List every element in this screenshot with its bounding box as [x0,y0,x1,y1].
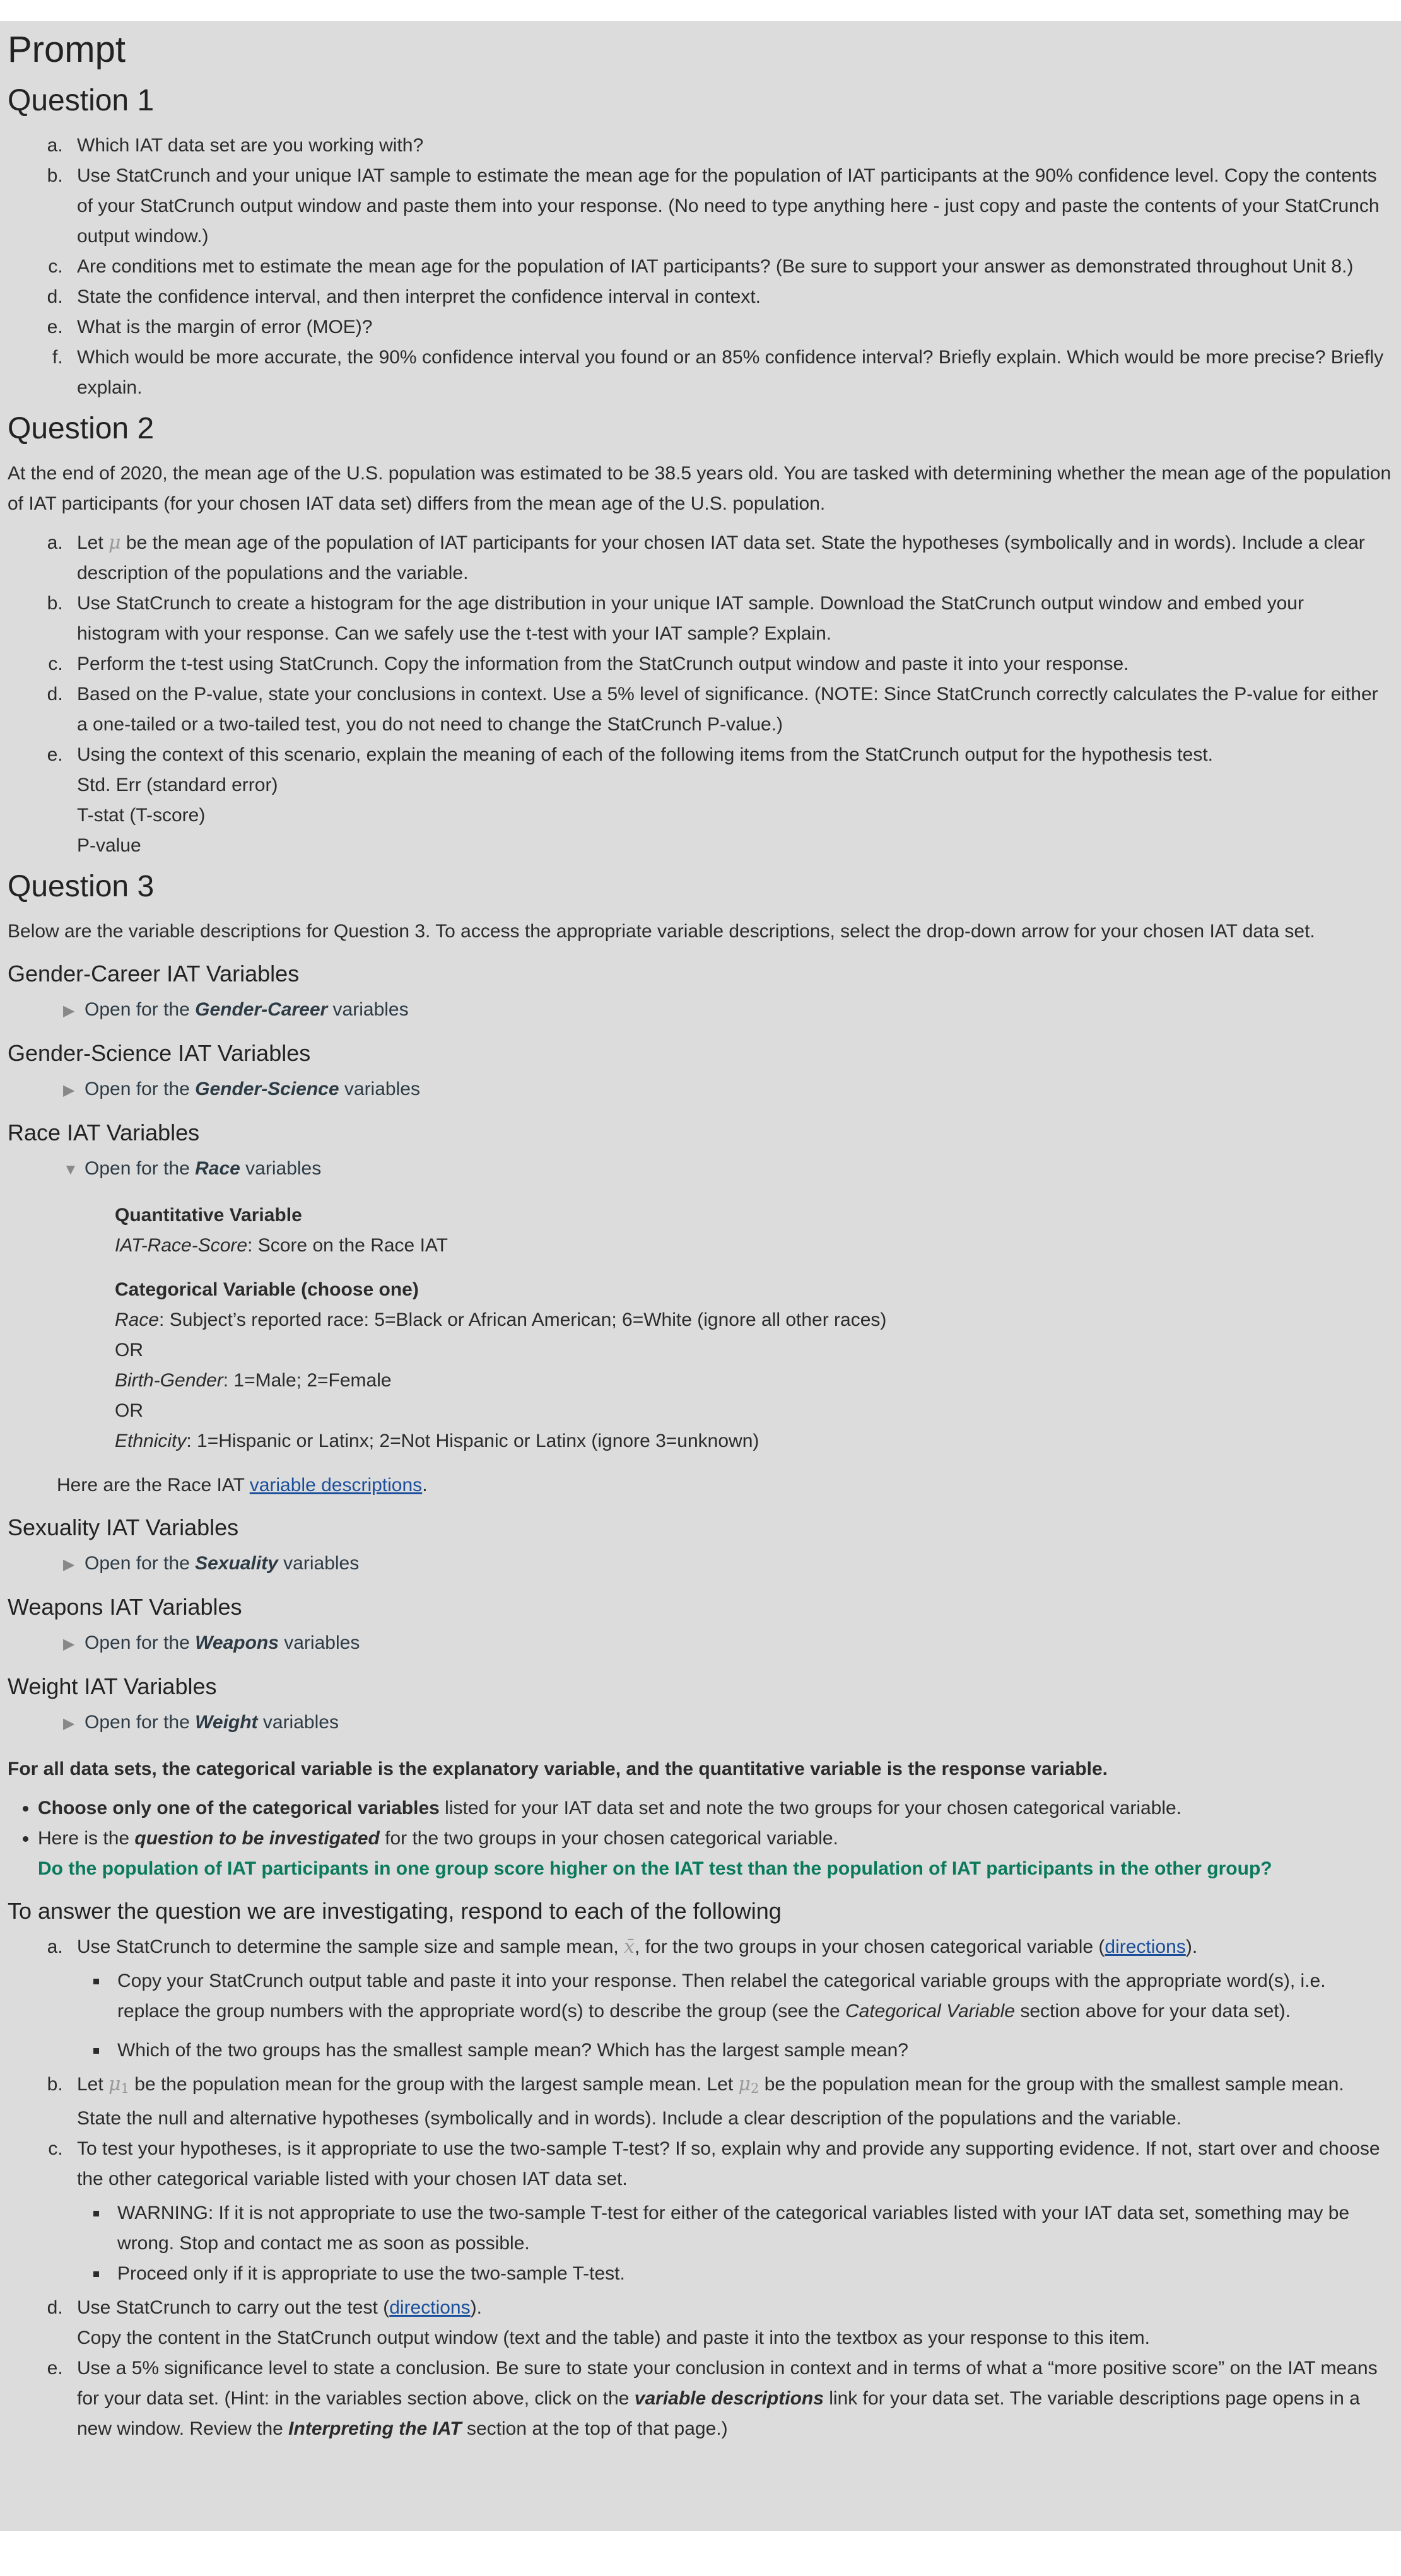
q1-item-a: a. Which IAT data set are you working with? [68,131,1392,161]
text: Here are the Race IAT [57,1475,250,1496]
var-name: Race [115,1309,160,1330]
var-name: Ethnicity [115,1431,187,1451]
details-toggle-sexuality[interactable] [63,1549,1392,1580]
directions-link[interactable]: directions [389,2297,471,2319]
caret-right-icon: ▶ [63,1556,75,1573]
text: variables [240,1158,322,1179]
instruction-item [38,1824,1392,1884]
text: variables [339,1079,420,1099]
q3-item-c [68,2134,1392,2289]
text: Weight [195,1712,258,1733]
directions-link[interactable]: directions [1105,1936,1186,1957]
text: question to be investigated [134,1828,380,1849]
q1-item-e: e. What is the margin of error (MOE)? [68,312,1392,342]
text: section at the top of that page.) [461,2418,728,2440]
text: Choose only one of the categorical variables [38,1798,440,1818]
mu-symbol: μ [108,532,121,554]
text: variable descriptions [634,2388,824,2409]
text: Open for the [85,1158,196,1179]
q2-item-e [68,740,1392,861]
text: listed for your IAT data set and note the two groups for your chosen categorical variable. [439,1798,1182,1818]
page-title: Prompt [8,29,126,70]
text: Gender-Career [195,999,328,1020]
race-variables [115,1200,1392,1456]
mu1-symbol: $\mu_1$ [108,2073,129,2097]
q3-intro: Below are the variable descriptions for Question 3. To access the appropriate variable descriptions, select the drop-down arrow for your chosen IAT data set. [8,921,1315,942]
details-toggle-weapons[interactable] [63,1628,1392,1660]
caret-right-icon: ▶ [63,1636,75,1653]
var-desc: : 1=Male; 2=Female [223,1370,392,1391]
section-heading: Weapons IAT Variables [8,1594,242,1620]
text: be the mean age of the population of IAT participants for your chosen IAT data set. State the hypotheses (symbolically and in words). Include a clear description of the populations and the variable. [77,532,1365,583]
text: Weapons [195,1632,279,1653]
q1-item-b: b. Use StatCrunch and your unique IAT sample to estimate the mean age for the population of IAT participants at the 90% confidence level. Copy the contents of your StatCrunch output window and paste them into your response. (No need to type anything here - just copy and paste the contents of your StatCrunch output window.) [68,161,1392,252]
e-subitem: P-value [77,835,141,856]
text: variables [278,1632,360,1653]
text: variables [327,999,409,1020]
subitem: ▪ WARNING: If it is not appropriate to use the two-sample T-test for either of the categorical variables listed with your IAT data set, something may be wrong. Stop and contact me as soon as possible. [108,2198,1392,2259]
section-heading: Gender-Career IAT Variables [8,961,300,986]
section-heading: Sexuality IAT Variables [8,1514,239,1540]
or-text: OR [115,1340,143,1361]
text: . [422,1475,428,1496]
details-toggle-gender-career[interactable] [63,995,1392,1026]
caret-right-icon: ▶ [63,1002,75,1019]
text: Copy your StatCrunch output table and paste it into your response. Then relabel the categorical variable groups with the appropriate word(s), i.e. replace the group numbers with the appropriate word(s) to describe the group (see the [117,1970,1326,2022]
details-toggle-gender-science[interactable] [63,1074,1392,1106]
q2-item-c: c. Perform the t-test using StatCrunch. Copy the information from the StatCrunch output window and paste it into your response. [68,649,1392,679]
question-3-list [8,1932,1392,2444]
text: variables [278,1553,360,1574]
text: Open for the [85,999,196,1020]
q3-item-e [68,2353,1392,2444]
or-text: OR [115,1400,143,1421]
question-1-list [8,131,1392,403]
q1-item-c: c. Are conditions met to estimate the mean age for the population of IAT participants? (Be sure to support your answer as demonstrated throughout Unit 8.) [68,252,1392,282]
xbar-symbol: x̄ [624,1936,635,1958]
race-descriptions-line [57,1470,1392,1501]
text: Race [195,1158,240,1179]
text: Use a 5% significance level to state a conclusion. Be sure to state your conclusion in context and in terms of what a “more positive score” on the IAT means for your data set. (Hint: in the variables section above, click on the [77,2358,1378,2409]
text: , for the two groups in your chosen categorical variable ( [635,1936,1105,1957]
prompt-panel [0,21,1401,2531]
text: Let [77,2074,109,2095]
text: Open for the [85,1553,196,1574]
details-toggle-race[interactable] [63,1154,1392,1185]
q1-item-f: f. Which would be more accurate, the 90% confidence interval you found or an 85% confidence interval? Briefly explain. Which would be more precise? Briefly explain. [68,342,1392,403]
explanatory-note: For all data sets, the categorical variable is the explanatory variable, and the quantitative variable is the response variable. [8,1759,1108,1779]
subitem: ▪ Which of the two groups has the smallest sample mean? Which has the largest sample mean? [108,2035,1392,2066]
mu2-symbol: $\mu_2$ [738,2073,759,2097]
text: Open for the [85,1079,196,1099]
text: Copy the content in the StatCrunch output window (text and the table) and paste it into the textbox as your response to this item. [77,2327,1150,2349]
text: Open for the [85,1712,196,1733]
text: variables [257,1712,339,1733]
q2-item-b: b. Use StatCrunch to create a histogram for the age distribution in your unique IAT sample. Download the StatCrunch output window and embed your histogram with your response. Can we safely use the t-test with your IAT sample? Explain. [68,588,1392,649]
categorical-heading: Categorical Variable (choose one) [115,1279,419,1300]
q2-item-d: d. Based on the P-value, state your conclusions in context. Use a 5% level of significance. (NOTE: Since StatCrunch correctly calculates the P-value for either a one-tailed or a two-tailed test, you do not need to change the StatCrunch P-value.) [68,679,1392,740]
section-heading: Race IAT Variables [8,1120,200,1145]
text: link for your data set. The variable descriptions page opens in a new window. Review the [77,2388,1360,2440]
q2-item-a [68,528,1392,588]
q3-item-d [68,2293,1392,2353]
text: ). [470,2297,482,2319]
q1-item-d: d. State the confidence interval, and then interpret the confidence interval in context. [68,282,1392,312]
question-3-heading: Question 3 [8,870,155,903]
text: be the population mean for the group with the smallest sample mean. State the null and alternative hypotheses (symbolically and in words). Include a clear description of the populations and the variable. [77,2074,1344,2129]
text: Interpreting the IAT [288,2418,462,2440]
quantitative-heading: Quantitative Variable [115,1205,302,1226]
text: To test your hypotheses, is it appropriate to use the two-sample T-test? If so, explain why and provide any supporting evidence. If not, start over and choose the other categorical variable listed with your chosen IAT data set. [77,2138,1380,2190]
research-question: Do the population of IAT participants in one group score higher on the IAT test than the population of IAT participants in the other group? [38,1858,1272,1879]
question-2-heading: Question 2 [8,412,155,445]
var-name: Birth-Gender [115,1370,223,1391]
text: Use StatCrunch to determine the sample size and sample mean, [77,1936,624,1957]
caret-right-icon: ▶ [63,1082,75,1099]
text: be the population mean for the group with the largest sample mean. Let [129,2074,739,2095]
text: Categorical Variable [845,2001,1016,2022]
details-toggle-weight[interactable] [63,1707,1392,1739]
text: section above for your data set). [1015,2001,1291,2022]
text: Open for the [85,1632,196,1653]
section-heading: Weight IAT Variables [8,1673,217,1699]
section-heading: Gender-Science IAT Variables [8,1040,311,1066]
text: Sexuality [195,1553,278,1574]
caret-right-icon: ▶ [63,1715,75,1732]
text: Gender-Science [195,1079,339,1099]
instruction-item [38,1793,1392,1824]
text: Using the context of this scenario, explain the meaning of each of the following items from the StatCrunch output for the hypothesis test. [77,744,1213,765]
caret-down-icon: ▼ [63,1161,78,1178]
question-2-list [8,528,1392,861]
respond-heading: To answer the question we are investigating, respond to each of the following [8,1898,782,1924]
q2-intro: At the end of 2020, the mean age of the U.S. population was estimated to be 38.5 years old. You are tasked with determining whether the mean age of the population of IAT participants (for your chosen IAT data set) differs from the mean age of the U.S. population. [8,463,1392,514]
var-desc: : Score on the Race IAT [247,1235,448,1256]
q3-item-a [68,1932,1392,2066]
question-1-heading: Question 1 [8,84,155,117]
text: Here is the [38,1828,135,1849]
subitem [108,1966,1392,2027]
var-desc: : Subject’s reported race: 5=Black or African American; 6=White (ignore all other races) [159,1309,887,1330]
text: Use StatCrunch to carry out the test ( [77,2297,390,2319]
subitem: ▪ Proceed only if it is appropriate to use the two-sample T-test. [108,2259,1392,2289]
var-name: IAT-Race-Score [115,1235,248,1256]
text: ). [1185,1936,1198,1957]
instructions-list [8,1793,1392,1884]
e-subitem: Std. Err (standard error) [77,775,278,795]
text: Let [77,532,109,553]
variable-descriptions-link[interactable]: variable descriptions [249,1475,423,1496]
e-subitem: T-stat (T-score) [77,805,206,826]
text: for the two groups in your chosen categorical variable. [379,1828,838,1849]
var-desc: : 1=Hispanic or Latinx; 2=Not Hispanic or Latinx (ignore 3=unknown) [186,1431,759,1451]
q3-item-b [68,2070,1392,2134]
